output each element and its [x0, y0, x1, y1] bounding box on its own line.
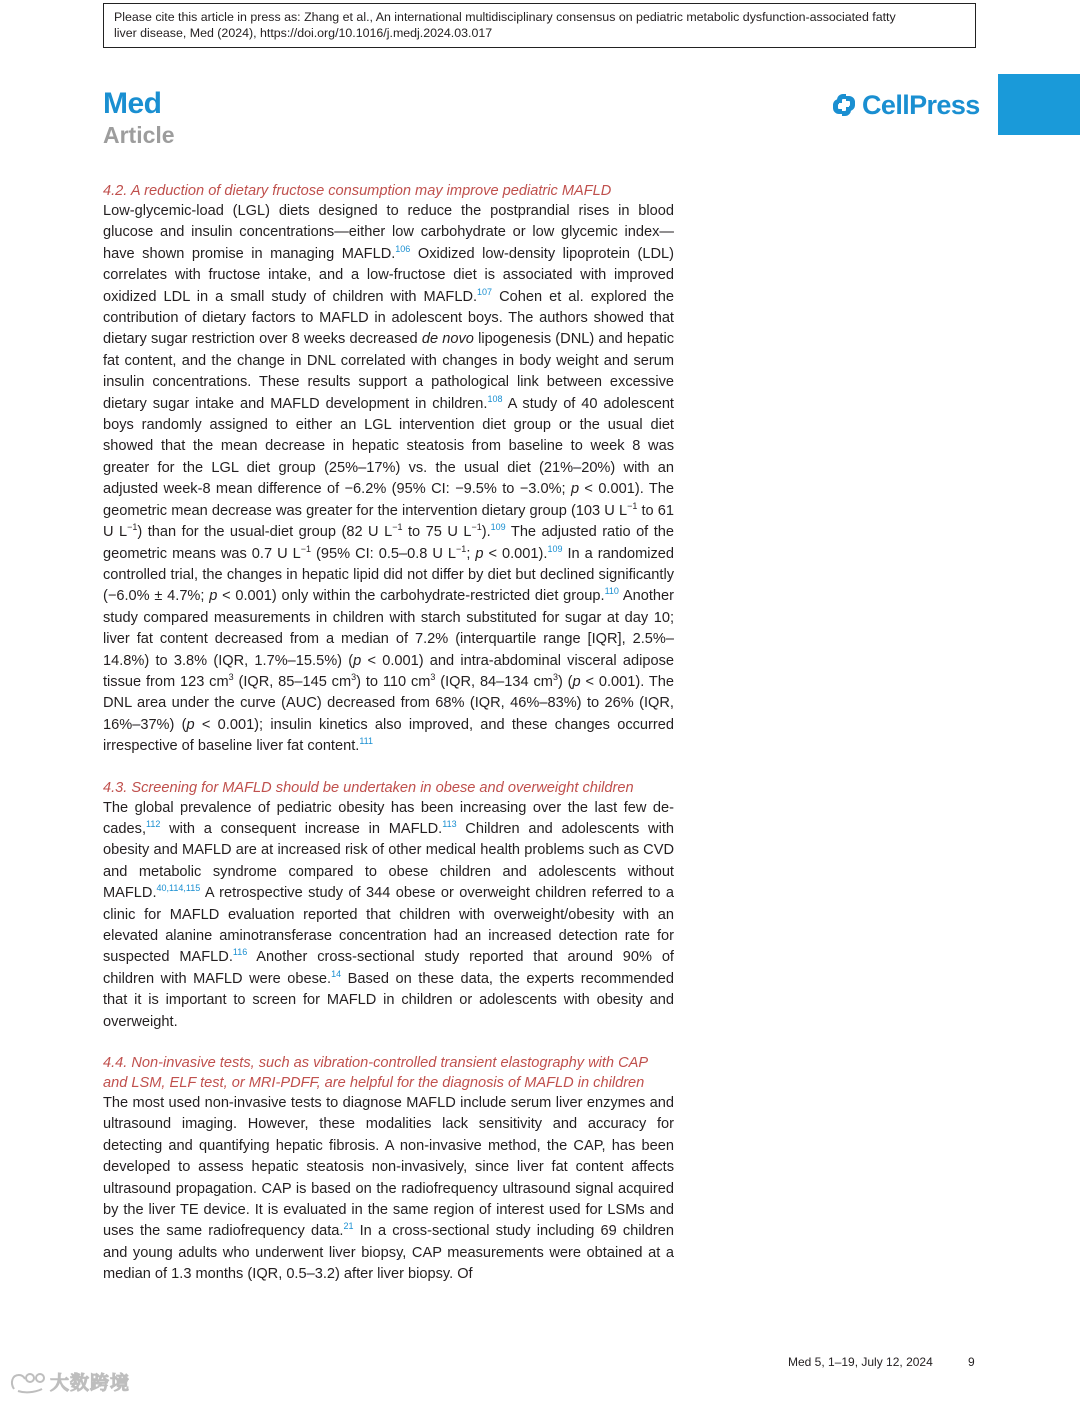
unit-exponent: −1 [456, 543, 467, 554]
watermark-logo-icon [8, 1369, 50, 1395]
article-body [103, 181, 674, 1286]
cellpress-logo-icon [830, 91, 858, 119]
italic-term: p [186, 716, 195, 733]
watermark [8, 1368, 130, 1395]
unit-exponent: −1 [300, 543, 312, 554]
italic-term: p [353, 652, 362, 669]
reference-link[interactable]: 14 [331, 968, 342, 979]
reference-link[interactable]: 116 [232, 947, 248, 958]
section-4-4 [103, 1053, 674, 1286]
reference-link[interactable]: 108 [487, 393, 503, 404]
reference-link[interactable]: 107 [477, 286, 493, 297]
italic-term: p [570, 481, 580, 498]
section-heading: 4.2. A reduction of dietary fructose consumption may improve pediatric MAFLD [103, 183, 612, 199]
journal-header [103, 88, 175, 148]
section-4-3 [103, 778, 674, 1033]
citation-notice [103, 3, 976, 48]
italic-term: p [572, 673, 581, 690]
publisher-name: CellPress [862, 90, 980, 120]
italic-term: p [475, 545, 484, 562]
reference-link[interactable]: 40,114,115 [156, 883, 201, 894]
italic-term: de novo [421, 331, 474, 348]
unit-exponent: −1 [127, 522, 138, 533]
section-heading: 4.3. Screening for MAFLD should be undertaken in obese and overweight children [103, 779, 634, 796]
journal-name: Med [103, 87, 162, 120]
reference-link[interactable]: 113 [442, 819, 457, 830]
unit-exponent: 3 [552, 672, 558, 683]
reference-link[interactable]: 106 [395, 243, 411, 254]
article-type: Article [103, 122, 175, 148]
reference-link[interactable]: 109 [490, 522, 506, 533]
publisher-logo [830, 90, 980, 120]
section-4-2 [103, 181, 674, 758]
italic-term: p [209, 588, 218, 605]
section-paragraph: Low-glycemic-load (LGL) diets designed to reduce the postprandial rises in blood glucose and insulin concentrations—either low carbohydrate or low glycemic index—have shown promise in managing MAFLD.$^{106}$ Oxidized low-density lipoprotein (LDL) correlates with fructose intake, and a low-fructose diet is associated with improved oxidized LDL in a small study of children with MAFLD.$^{107}$ Cohen et al. explored the contribution of dietary factors to MAFLD in adolescent boys. The authors showed that dietary sugar restriction over 8 weeks decreased de novo lipogenesis (DNL) and hepatic fat content, and the change in DNL correlated with changes in body weight and serum insulin concentrations. These results support a pathological link between excessive dietary sugar intake and MAFLD development in children.$^{108}$ A study of 40 adolescent boys randomly assigned to either an LGL intervention diet group or the usual diet showed that the mean decrease in hepatic steatosis from baseline to week 8 was greater for the LGL diet group (25%–17%) vs. the usual diet (21%–20%) with an adjusted week-8 mean difference of −6.2% (95% CI: −9.5% to −3.0%; p < 0.001). The geometric mean decrease was greater for the intervention dietary group (103 U $L^{-1}$ to 61 U $L^{-1}$) than for the usual-diet group (82 U $L^{-1}$ to 75 U $L^{-1}).^{109}$ The adjusted ratio of the geometric means was 0.7 U $L^{-1}$ (95% CI: 0.5–0.8 U $L^{-1}$; p < 0.001).$^{109}$ In a randomized controlled trial, the changes in hepatic lipid did not differ by diet but declined significantly (−6.0% ± 4.7%; p < 0.001) only within the carbohydrate-restricted diet group.$^{110}$ Another study compared measurements in children with starch substituted for sugar at day 10; liver fat content decreased from a median of 7.2% (interquartile range [IQR], 2.5%–14.8%) to 3.8% (IQR, 1.7%–15.5%) (p < 0.001) and intra-abdominal visceral adipose tissue from 123 $cm^3$ (IQR, 85–145 $cm^3$) to 110 $cm^3$ (IQR, 84–134 $cm^3$) (p < 0.001). The DNL area under the curve (AUC) decreased from 68% (IQR, 46%–83%) to 26% (IQR, 16%–37%) (p < 0.001); insulin kinetics also improved, and these changes occurred irrespective of baseline liver fat content.$^{111}$ [103, 203, 675, 755]
page-number: 9 [968, 1355, 975, 1369]
footer-citation: Med 5, 1–19, July 12, 2024 [788, 1355, 933, 1369]
citation-line-2: liver disease, Med (2024), https://doi.org/10.1016/j.medj.2024.03.017 [114, 26, 493, 40]
citation-line-1: Please cite this article in press as: Zhang et al., An international multidisciplinary consensus on pediatric metabolic dysfunction-associated fatty [114, 10, 896, 24]
watermark-text: 大数跨境 [50, 1373, 131, 1394]
corner-color-tab [998, 74, 1080, 135]
unit-exponent: 3 [228, 672, 234, 683]
section-heading: 4.4. Non-invasive tests, such as vibration-controlled transient elastography with CAP and LSM, ELF test, or MRI-PDFF, are helpful for the diagnosis of MAFLD in children [103, 1055, 648, 1092]
section-paragraph: The global prevalence of pediatric obesity has been increasing over the last few decades,$^{112}$ with a consequent increase in MAFLD.$^{113}$ Children and adolescents with obesity and MAFLD are at increased risk of other medical health problems such as CVD and metabolic syndrome compared to obese children and adolescents without MAFLD.$^{40,114,115}$ A retrospective study of 344 obese or overweight children referred to a clinic for MAFLD evaluation reported that children with overweight/obesity with an elevated alanine aminotransferase concentration had an increased detection rate for suspected MAFLD.$^{116}$ Another cross-sectional study reported that around 90% of children with MAFLD were obese.$^{14}$ Based on these data, the experts recommended that it is important to screen for MAFLD in children or adolescents with obesity and overweight. [103, 799, 675, 1030]
reference-link[interactable]: 110 [604, 586, 619, 597]
section-paragraph: The most used non-invasive tests to diagnose MAFLD include serum liver enzymes and ultrasound imaging. However, these modalities lack sensitivity and accuracy for detecting and quantifying hepatic fibrosis. A non-invasive method, the CAP, has been developed to assess hepatic steatosis non-invasively, since liver fat content affects ultrasound propagation. CAP is based on the radiofrequency ultrasound signal acquired by the liver TE device. It is evaluated in the same region of interest used for LSMs and uses the same radiofrequency data.$^{21}$ In a cross-sectional study including 69 children and young adults who underwent liver biopsy, CAP measurements were obtained at a median of 1.3 months (IQR, 0.5–3.2) after liver biopsy. Of [103, 1095, 674, 1283]
unit-exponent: −1 [627, 500, 638, 511]
reference-link[interactable]: 112 [146, 819, 161, 830]
reference-link[interactable]: 109 [547, 543, 563, 554]
unit-exponent: −1 [392, 522, 403, 533]
reference-link[interactable]: 21 [343, 1221, 354, 1232]
unit-exponent: 3 [351, 672, 357, 683]
unit-exponent: −1 [471, 522, 482, 533]
reference-link[interactable]: 111 [359, 736, 374, 747]
unit-exponent: 3 [430, 672, 436, 683]
